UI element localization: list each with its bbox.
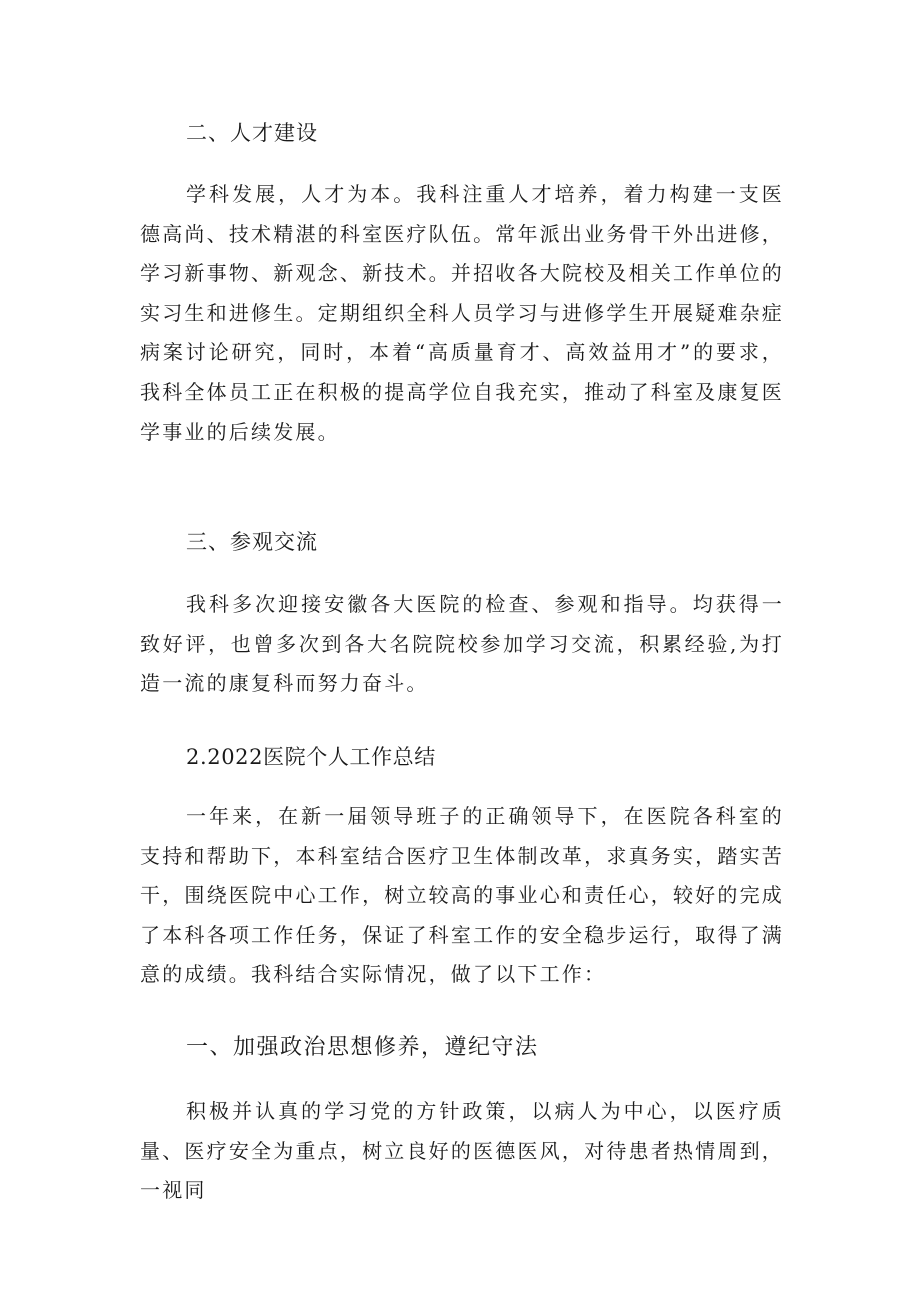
section-heading-political: 一、加强政治思想修养，遵纪守法 xyxy=(186,1035,539,1060)
paragraph-talent: 学科发展，人才为本。我科注重人才培养，着力构建一支医德高尚、技术精湛的科室医疗队伍。常年派出业务骨干外出进修，学习新事物、新观念、新技术。并招收各大院校及相关工作单位的实习生和进修生。定期组织全科人员学习与进修学生开展疑难杂症病案讨论研究，同时，本着“高质量育才、高效益用才”的要求，我科全体员工正在积极的提高学位自我充实，推动了科室及康复医学事业的后续发展。 xyxy=(140,182,784,444)
paragraph-political: 积极并认真的学习党的方针政策，以病人为中心，以医疗质量、医疗安全为重点，树立良好的医德医风，对待患者热情周到，一视同 xyxy=(140,1099,784,1203)
article-title: 2.2022医院个人工作总结 xyxy=(186,745,436,769)
paragraph-intro: 一年来，在新一届领导班子的正确领导下，在医院各科室的支持和帮助下，本科室结合医疗卫生体制改革，求真务实，踏实苦干，围绕医院中心工作，树立较高的事业心和责任心，较好的完成了本科各项工作任务，保证了科室工作的安全稳步运行，取得了满意的成绩。我科结合实际情况，做了以下工作： xyxy=(140,804,784,987)
section-heading-talent: 二、人才建设 xyxy=(186,121,318,145)
section-heading-exchange: 三、参观交流 xyxy=(186,530,318,554)
paragraph-exchange: 我科多次迎接安徽各大医院的检查、参观和指导。均获得一致好评，也曾多次到各大名院院校参加学习交流，积累经验,为打造一流的康复科而努力奋斗。 xyxy=(140,592,784,696)
